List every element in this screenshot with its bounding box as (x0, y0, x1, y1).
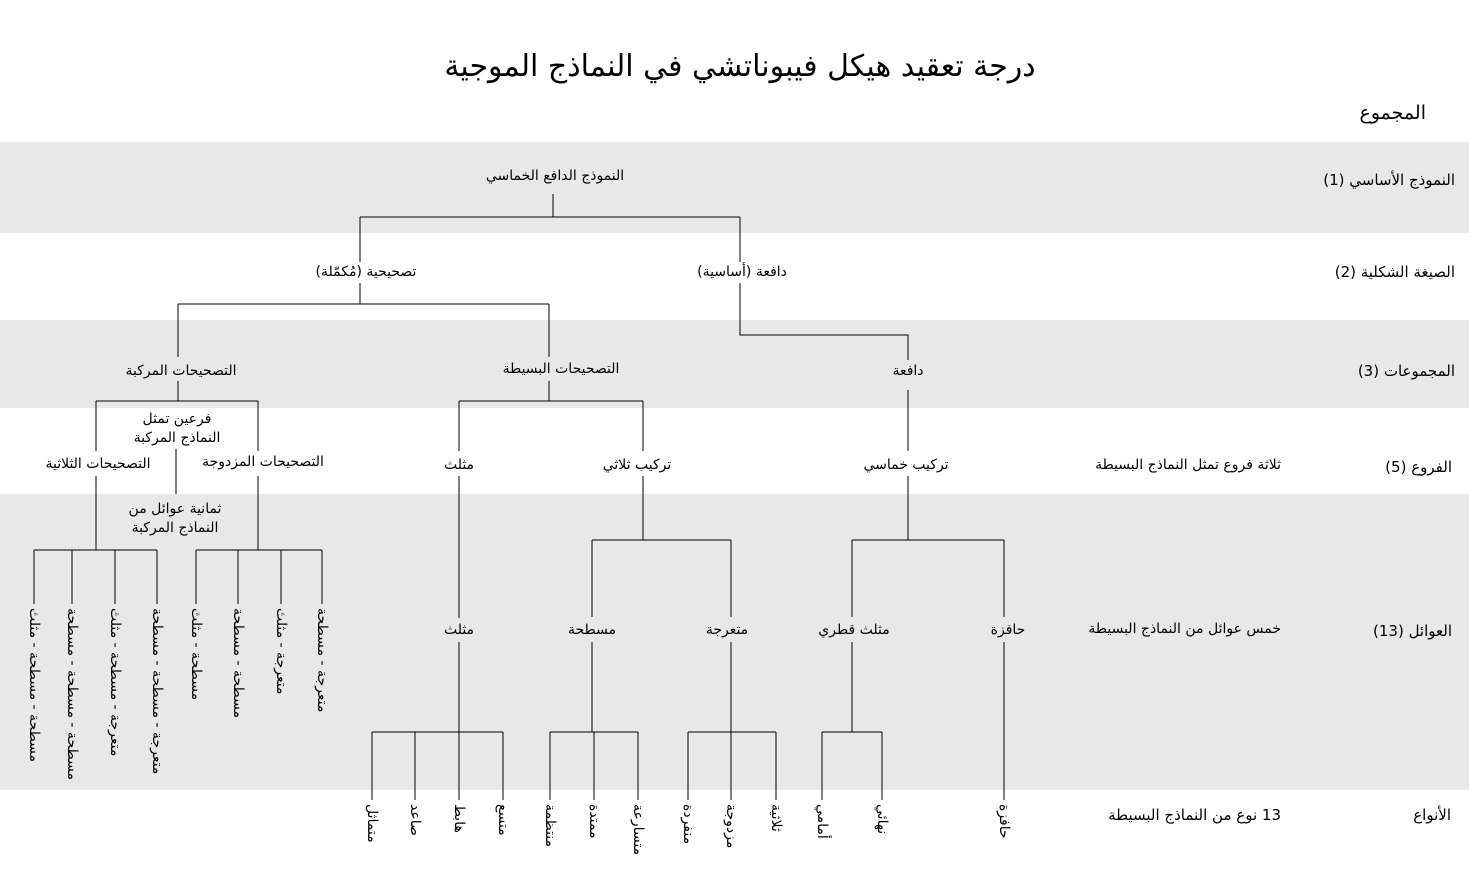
node-five-structure: تركيب خماسي (863, 457, 949, 473)
node-zigzag: متعرجة (705, 622, 749, 638)
note-types: 13 نوع من النماذج البسيطة (1108, 806, 1281, 824)
note-families: خمس عوائل من النماذج البسيطة (1088, 621, 1281, 637)
type-triangle-4: متسع (495, 804, 511, 836)
type-triangle-1: متماثل (364, 804, 380, 843)
node-impulse-edge: حافزة (990, 622, 1026, 638)
connector-double (196, 476, 322, 604)
connector-corrective (178, 283, 549, 357)
type-impulse-1: حافزة (996, 804, 1012, 839)
node-triple-corrections: التصحيحات الثلاثية (45, 456, 151, 472)
note-two-branches: فرعين تمثل النماذج المركبة (133, 411, 221, 446)
connector-triple-structure (592, 476, 731, 617)
type-diagonal-2: نهائي (874, 804, 890, 835)
node-simple-corrections: التصحيحات البسيطة (502, 361, 620, 377)
combo-double-3: متعرجة - مثلث (273, 608, 289, 695)
node-triangle-family: مثلث (443, 622, 475, 638)
diagram-title: درجة تعقيد هيكل فيبوناتشي في النماذج الموجية (444, 49, 1036, 84)
type-diagonal-1: أمامي (814, 804, 830, 839)
combo-triple-3: متعرجة - مسطحة - مثلث (107, 608, 123, 757)
type-zigzag-1: منفردة (680, 804, 696, 845)
type-flat-3: متسارعة (630, 804, 646, 856)
connector-diagonal-types (822, 642, 882, 800)
row-label-basic-model: النموذج الأساسي (1) (1323, 171, 1455, 189)
node-triple-structure: تركيب ثلاثي (602, 457, 672, 473)
row-label-formal-form: الصيغة الشكلية (2) (1334, 263, 1455, 281)
type-zigzag-2: مزدوجة (723, 804, 739, 849)
connector-simple (459, 381, 643, 451)
node-triangle-branch: مثلث (443, 457, 475, 473)
connector-zigzag-types (688, 642, 776, 800)
node-diagonal-triangle: مثلث قطري (818, 622, 890, 638)
combo-triple-1: مسطحة - مسطحة - مثلث (26, 608, 42, 763)
row-label-branches: الفروع (5) (1385, 458, 1452, 476)
row-label-families: العوائل (13) (1373, 622, 1452, 640)
type-triangle-3: هابط (451, 804, 467, 833)
type-flat-2: ممتدة (586, 804, 602, 839)
total-label: المجموع (1359, 102, 1426, 124)
type-zigzag-3: ثلاثية (768, 804, 784, 832)
row-label-types: الأنواع (1413, 806, 1451, 824)
note-eight-families: ثمانية عوائل من النماذج المركبة (128, 501, 222, 536)
connector-motive (740, 283, 908, 360)
node-complex-corrections: التصحيحات المركبة (125, 363, 237, 379)
node-corrective: تصحيحية (مُكمّلة) (315, 264, 417, 280)
connector-triangle-types (372, 642, 503, 800)
connector-five-structure (852, 476, 1004, 617)
connector-flat-types (550, 642, 638, 800)
node-root: النموذج الدافع الخماسي (485, 168, 625, 184)
connector-root (360, 194, 740, 262)
node-motive-group: دافعة (892, 363, 924, 379)
combo-triple-4: متعرجة - مسطحة - مسطحة (149, 608, 165, 775)
row-label-groups: المجموعات (3) (1357, 362, 1455, 380)
combo-double-2: مسطحة - مسطحة (230, 608, 246, 718)
node-motive: دافعة (أساسية) (697, 264, 787, 280)
combo-triple-2: مسطحة - مسطحة - مسطحة (64, 608, 80, 780)
type-triangle-2: صاعد (407, 804, 423, 836)
combo-double-4: متعرجة - مسطحة (314, 608, 330, 713)
connector-triple (34, 476, 157, 604)
note-branches: ثلاثة فروع تمثل النماذج البسيطة (1095, 457, 1281, 473)
type-flat-1: منتظمة (542, 804, 558, 848)
node-flat: مسطحة (567, 622, 617, 638)
node-double-corrections: التصحيحات المزدوجة (202, 454, 324, 470)
combo-double-1: مسطحة - مثلث (188, 608, 204, 701)
